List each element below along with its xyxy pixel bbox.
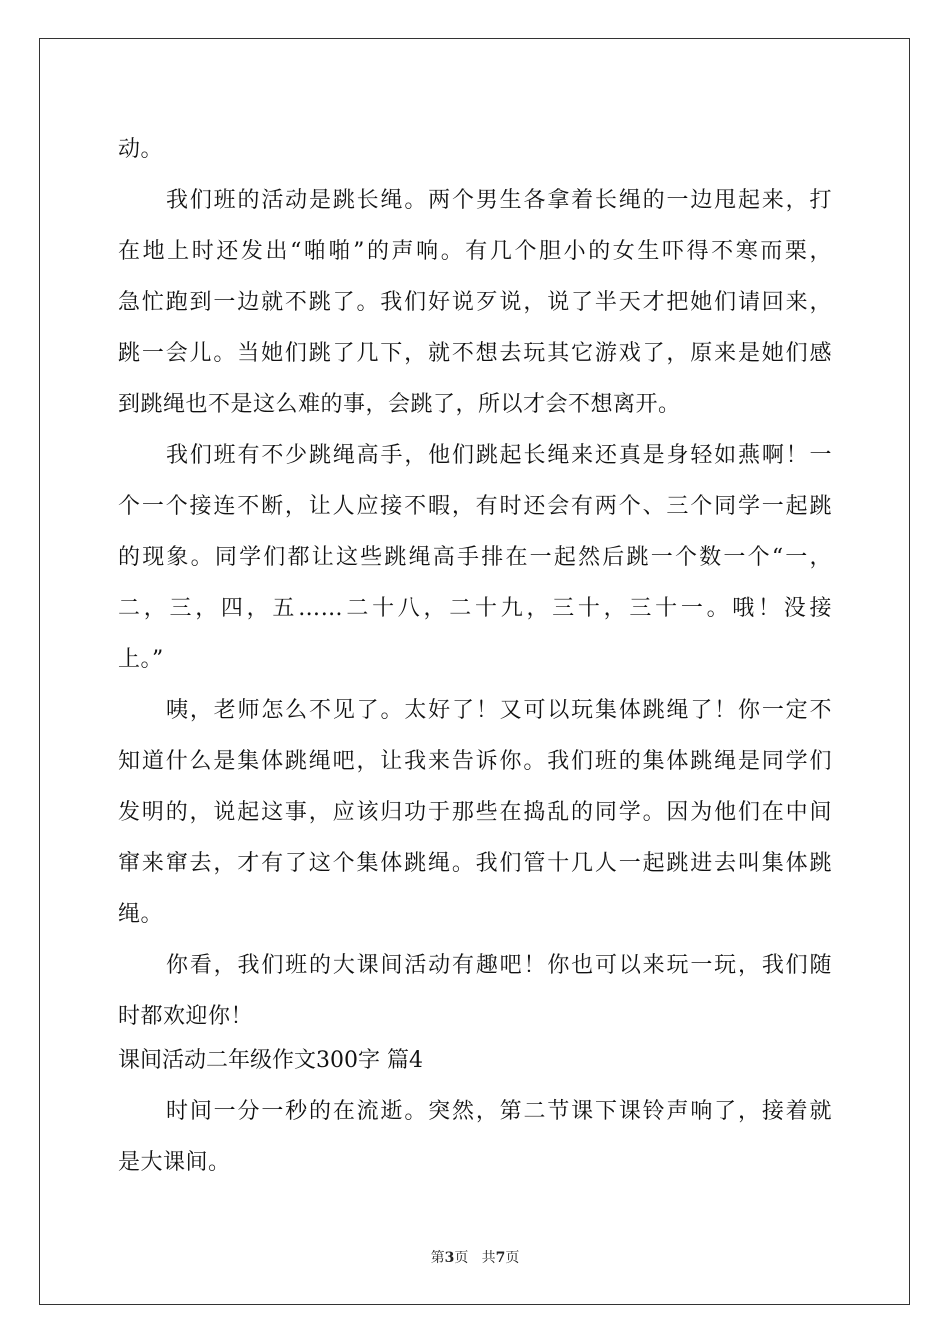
text-line: 你看，我们班的大课间活动有趣吧！你也可以来玩一玩，我们随 <box>166 953 832 978</box>
text-line: 知道什么是集体跳绳吧，让我来告诉你。我们班的集体跳绳是同学们 <box>118 749 832 774</box>
text-line: 到跳绳也不是这么难的事，会跳了，所以才会不想离开。 <box>118 392 681 417</box>
text-line: 二，三，四，五……二十八，二十九，三十，三十一。哦！没接 <box>118 596 832 621</box>
text-line: 的现象。同学们都让这些跳绳高手排在一起然后跳一个数一个“一， <box>118 545 832 570</box>
text-line: 我们班的活动是跳长绳。两个男生各拿着长绳的一边甩起来，打 <box>166 188 832 213</box>
text-line: 咦，老师怎么不见了。太好了！又可以玩集体跳绳了！你一定不 <box>166 698 832 723</box>
footer-prefix: 第 <box>430 1250 445 1266</box>
current-page-number: 3 <box>444 1250 455 1266</box>
text-line: 绳。 <box>118 902 164 927</box>
text-line: 在地上时还发出“啪啪”的声响。有几个胆小的女生吓得不寒而栗， <box>118 239 832 264</box>
text-line: 时都欢迎你！ <box>118 1004 254 1029</box>
text-line: 个一个接连不断，让人应接不暇，有时还会有两个、三个同学一起跳 <box>118 494 832 519</box>
total-page-number: 7 <box>495 1250 506 1266</box>
footer-page-suffix: 页 <box>454 1250 469 1266</box>
paragraph <box>118 940 832 1042</box>
text-line: 跳一会儿。当她们跳了几下，就不想去玩其它游戏了，原来是她们感 <box>118 341 832 366</box>
document-body <box>118 124 832 1188</box>
paragraph <box>118 1086 832 1188</box>
text-line: 窜来窜去，才有了这个集体跳绳。我们管十几人一起跳进去叫集体跳 <box>118 851 832 876</box>
text-line: 动。 <box>118 137 164 162</box>
paragraph <box>118 685 832 940</box>
footer-total-suffix: 页 <box>505 1250 520 1266</box>
footer-total-prefix: 共 <box>481 1250 496 1266</box>
paragraph <box>118 175 832 430</box>
section-heading: 课间活动二年级作文300字 篇4 <box>118 1048 423 1073</box>
text-line: 上。” <box>118 647 164 672</box>
text-line: 急忙跑到一边就不跳了。我们好说歹说，说了半天才把她们请回来， <box>118 290 832 315</box>
paragraph <box>118 430 832 685</box>
text-line: 时间一分一秒的在流逝。突然，第二节课下课铃声响了，接着就 <box>166 1099 832 1124</box>
text-line: 是大课间。 <box>118 1150 231 1175</box>
paragraph <box>118 124 832 175</box>
page-footer <box>0 1247 950 1267</box>
text-line: 发明的，说起这事，应该归功于那些在捣乱的同学。因为他们在中间 <box>118 800 832 825</box>
text-line: 我们班有不少跳绳高手，他们跳起长绳来还真是身轻如燕啊！一 <box>166 443 832 468</box>
